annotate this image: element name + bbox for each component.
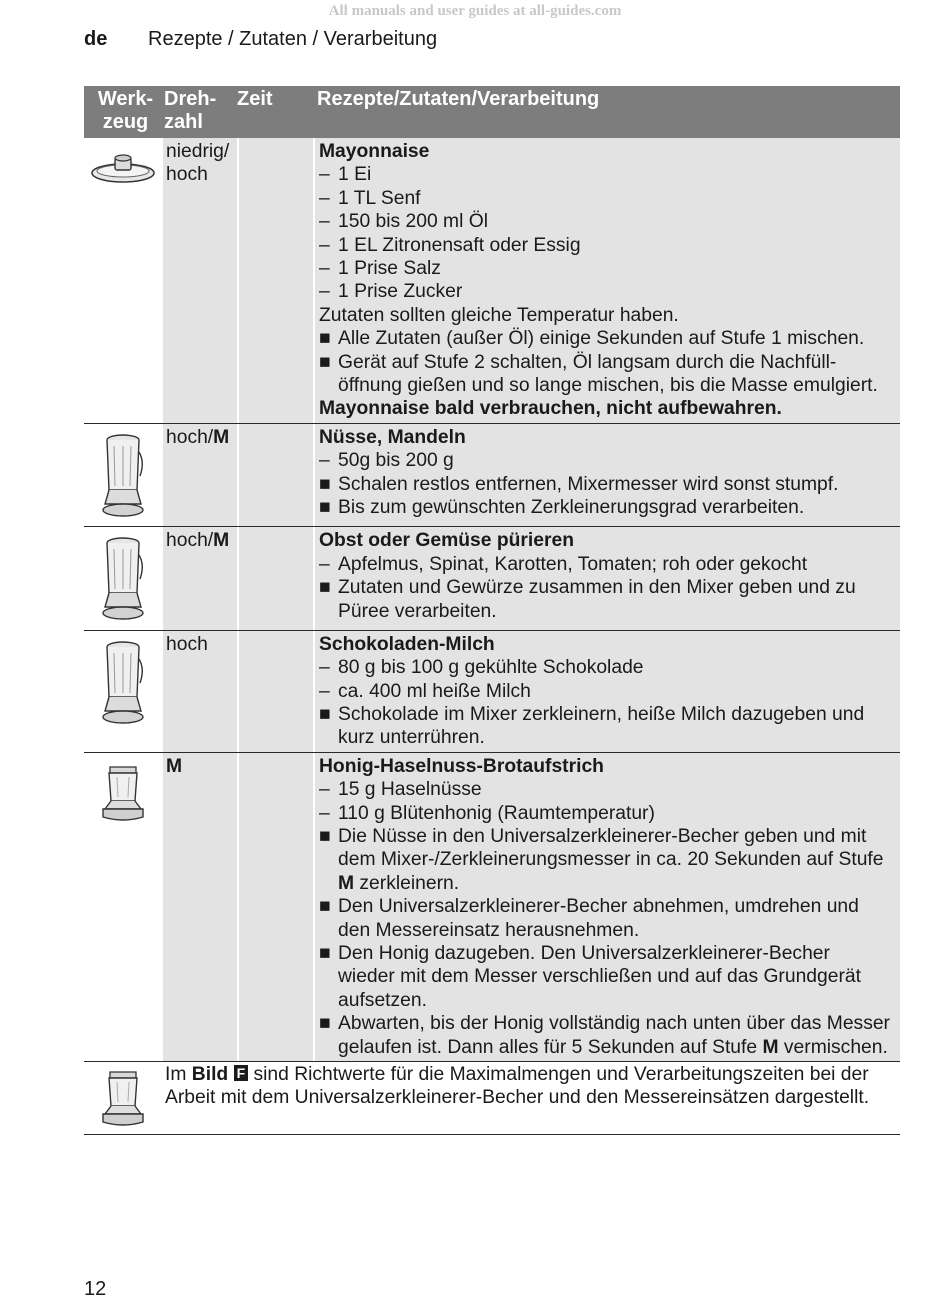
line-text: Den Honig dazugeben. Den Universalzerkleinerer-Becher wieder mit dem Messer verschließen und auf das Grundgerät aufsetzen.	[338, 942, 861, 1011]
blender-jug-icon	[100, 535, 146, 629]
speed-cell	[161, 138, 237, 423]
line-marker: –	[319, 258, 330, 280]
recipe-footer: Mayonnaise bald verbrauchen, nicht aufbewahren.	[319, 398, 782, 420]
line-text: Zutaten und Gewürze zusammen in den Mixer geben und zu Püree verarbeiten.	[338, 577, 856, 622]
blender-jug-icon	[100, 432, 146, 526]
line-marker: –	[319, 164, 330, 186]
tool-cell	[84, 753, 161, 1061]
line-marker: ■	[319, 351, 331, 373]
speed-cell	[161, 527, 237, 629]
line-text: Zutaten sollten gleiche Temperatur haben.	[319, 304, 679, 326]
line-marker: ■	[319, 577, 331, 599]
table-row	[84, 753, 900, 1062]
line-marker: ■	[319, 1013, 331, 1035]
line-bold: M	[762, 1036, 779, 1058]
col-header-tool	[84, 88, 161, 138]
line-marker: –	[319, 553, 330, 575]
line-text: Alle Zutaten (außer Öl) einige Sekunden auf Stufe 1 mischen.	[338, 328, 865, 350]
note-tool-cell	[84, 1062, 161, 1134]
line-text: 1 Prise Salz	[338, 258, 441, 280]
speed-cell	[161, 753, 237, 1061]
tool-cell	[84, 527, 161, 629]
recipe-line	[319, 680, 892, 703]
table-row	[84, 424, 900, 527]
recipe-line	[319, 825, 892, 895]
page-number: 12	[84, 1278, 107, 1300]
line-marker: –	[319, 234, 330, 256]
speed-line: niedrig/	[166, 141, 230, 162]
language-code: de	[84, 28, 108, 50]
line-text: 80 g bis 100 g gekühlte Schokolade	[338, 657, 644, 679]
line-marker: ■	[319, 896, 331, 918]
tool-cell	[84, 631, 161, 752]
line-text: ca. 400 ml heiße Milch	[338, 680, 531, 702]
recipe-line	[319, 449, 892, 472]
line-text: Schokolade im Mixer zerkleinern, heiße Milch dazugeben und kurz unterrühren.	[338, 703, 865, 749]
line-marker: –	[319, 281, 330, 303]
recipe-title: Mayonnaise	[319, 141, 430, 162]
table-header	[84, 86, 900, 138]
recipe-line	[319, 1012, 892, 1059]
recipe-cell	[313, 631, 900, 752]
line-text: Die Nüsse in den Universalzerkleinerer-Becher geben und mit dem Mixer-/Zerkleinerungsmesser in ca. 20 Sekunden auf Stufe	[338, 825, 884, 871]
recipe-line	[319, 553, 892, 576]
recipe-title: Obst oder Gemüse pürieren	[319, 530, 575, 552]
line-marker: ■	[319, 825, 331, 847]
line-marker: ■	[319, 328, 331, 350]
recipe-line	[319, 234, 892, 257]
chopper-cup-icon	[100, 761, 146, 829]
note-post: sind Richtwerte für die Maximalmengen und Verarbeitungszeiten bei der Arbeit mit dem Universalzerkleinerer-Becher und den Messereinsätzen dargestellt.	[165, 1064, 870, 1109]
line-tail: vermischen.	[778, 1036, 888, 1058]
speed-line: M	[213, 426, 230, 448]
line-text: 110 g Blütenhonig (Raumtemperatur)	[338, 802, 655, 824]
line-text: Bis zum gewünschten Zerkleinerungsgrad verarbeiten.	[338, 497, 805, 519]
line-text: 150 bis 200 ml Öl	[338, 211, 489, 233]
tool-cell	[84, 424, 161, 526]
recipe-line	[319, 656, 892, 679]
col-header-time: Zeit	[237, 88, 273, 110]
note-text	[161, 1062, 885, 1134]
recipe-line	[319, 778, 892, 801]
recipe-line	[319, 304, 892, 327]
recipe-cell	[313, 424, 900, 526]
col-header-speed	[161, 88, 237, 138]
recipe-line	[319, 895, 892, 942]
line-tail: zerkleinern.	[354, 872, 460, 894]
line-text: Schalen restlos entfernen, Mixermesser wird sonst stumpf.	[338, 473, 839, 495]
watermark: All manuals and user guides at all-guides.com	[328, 3, 622, 19]
col-header-speed-line2: zahl	[164, 111, 203, 133]
time-cell	[237, 631, 313, 752]
line-marker: ■	[319, 497, 331, 519]
line-marker: –	[319, 211, 330, 233]
chopper-cup-icon	[100, 1066, 146, 1134]
recipe-line	[319, 163, 892, 186]
line-text: 1 Prise Zucker	[338, 281, 463, 303]
line-marker: –	[319, 657, 330, 679]
note-pre: Im	[165, 1064, 192, 1085]
blender-jug-icon	[100, 639, 146, 733]
recipe-cell	[313, 527, 900, 629]
line-marker: –	[319, 680, 330, 702]
disc-whisk-icon	[90, 150, 156, 192]
speed-line: M	[213, 530, 230, 552]
page-header-title: Rezepte / Zutaten / Verarbeitung	[148, 28, 438, 50]
line-marker: –	[319, 802, 330, 824]
line-text: Gerät auf Stufe 2 schalten, Öl langsam durch die Nachfüll-öffnung gießen und so lange mischen, bis die Masse emulgiert.	[338, 351, 878, 397]
recipe-line	[319, 280, 892, 303]
figure-badge: F	[234, 1065, 249, 1081]
col-header-speed-line1: Dreh-	[164, 88, 217, 110]
recipe-line	[319, 496, 892, 519]
speed-line: hoch	[166, 633, 208, 655]
time-cell	[237, 527, 313, 629]
speed-cell	[161, 424, 237, 526]
line-text: 15 g Haselnüsse	[338, 779, 482, 801]
line-marker: ■	[319, 473, 331, 495]
speed-line: hoch	[166, 164, 208, 186]
time-cell	[237, 138, 313, 423]
recipe-title: Nüsse, Mandeln	[319, 426, 466, 448]
speed-line: hoch/	[166, 426, 214, 448]
recipe-line	[319, 351, 892, 398]
note-row	[84, 1062, 900, 1135]
recipe-line	[319, 257, 892, 280]
line-marker: –	[319, 779, 330, 801]
recipe-title: Honig-Haselnuss-Brotaufstrich	[319, 755, 604, 777]
recipe-line	[319, 942, 892, 1012]
line-text: Den Universalzerkleinerer-Becher abnehmen, umdrehen und den Messereinsatz herausnehmen.	[338, 896, 859, 941]
line-text: Abwarten, bis der Honig vollständig nach unten über das Messer gelaufen ist. Dann alles für 5 Sekunden auf Stufe	[338, 1013, 890, 1058]
time-cell	[237, 753, 313, 1061]
col-header-recipe: Rezepte/Zutaten/Verarbeitung	[317, 88, 600, 110]
line-text: Apfelmus, Spinat, Karotten, Tomaten; roh oder gekocht	[338, 553, 808, 575]
table-row	[84, 527, 900, 630]
recipe-line	[319, 327, 892, 350]
speed-line: hoch/	[166, 530, 214, 552]
line-marker: –	[319, 187, 330, 209]
line-text: 1 TL Senf	[338, 187, 421, 209]
recipe-line	[319, 210, 892, 233]
recipe-cell	[313, 753, 900, 1061]
recipe-cell	[313, 138, 900, 423]
recipe-line	[319, 576, 892, 623]
line-marker: ■	[319, 942, 331, 964]
table-row	[84, 138, 900, 424]
recipe-line	[319, 802, 892, 825]
line-bold: M	[338, 872, 355, 894]
recipe-line	[319, 187, 892, 210]
line-text: 1 EL Zitronensaft oder Essig	[338, 234, 581, 256]
table-body	[84, 138, 900, 1062]
col-header-tool-line2: zeug	[102, 111, 149, 133]
line-marker: ■	[319, 703, 331, 725]
line-marker: –	[319, 450, 330, 472]
col-header-tool-line1: Werk-	[97, 88, 154, 110]
time-cell	[237, 424, 313, 526]
speed-cell	[161, 631, 237, 752]
line-text: 1 Ei	[338, 164, 372, 186]
recipe-table	[84, 86, 900, 1135]
recipe-line	[319, 703, 892, 750]
recipe-line	[319, 473, 892, 496]
speed-line: M	[166, 755, 183, 777]
table-row	[84, 631, 900, 753]
line-text: 50g bis 200 g	[338, 450, 454, 472]
note-bold: Bild	[191, 1064, 229, 1085]
tool-cell	[84, 138, 161, 423]
recipe-title: Schokoladen-Milch	[319, 633, 495, 655]
